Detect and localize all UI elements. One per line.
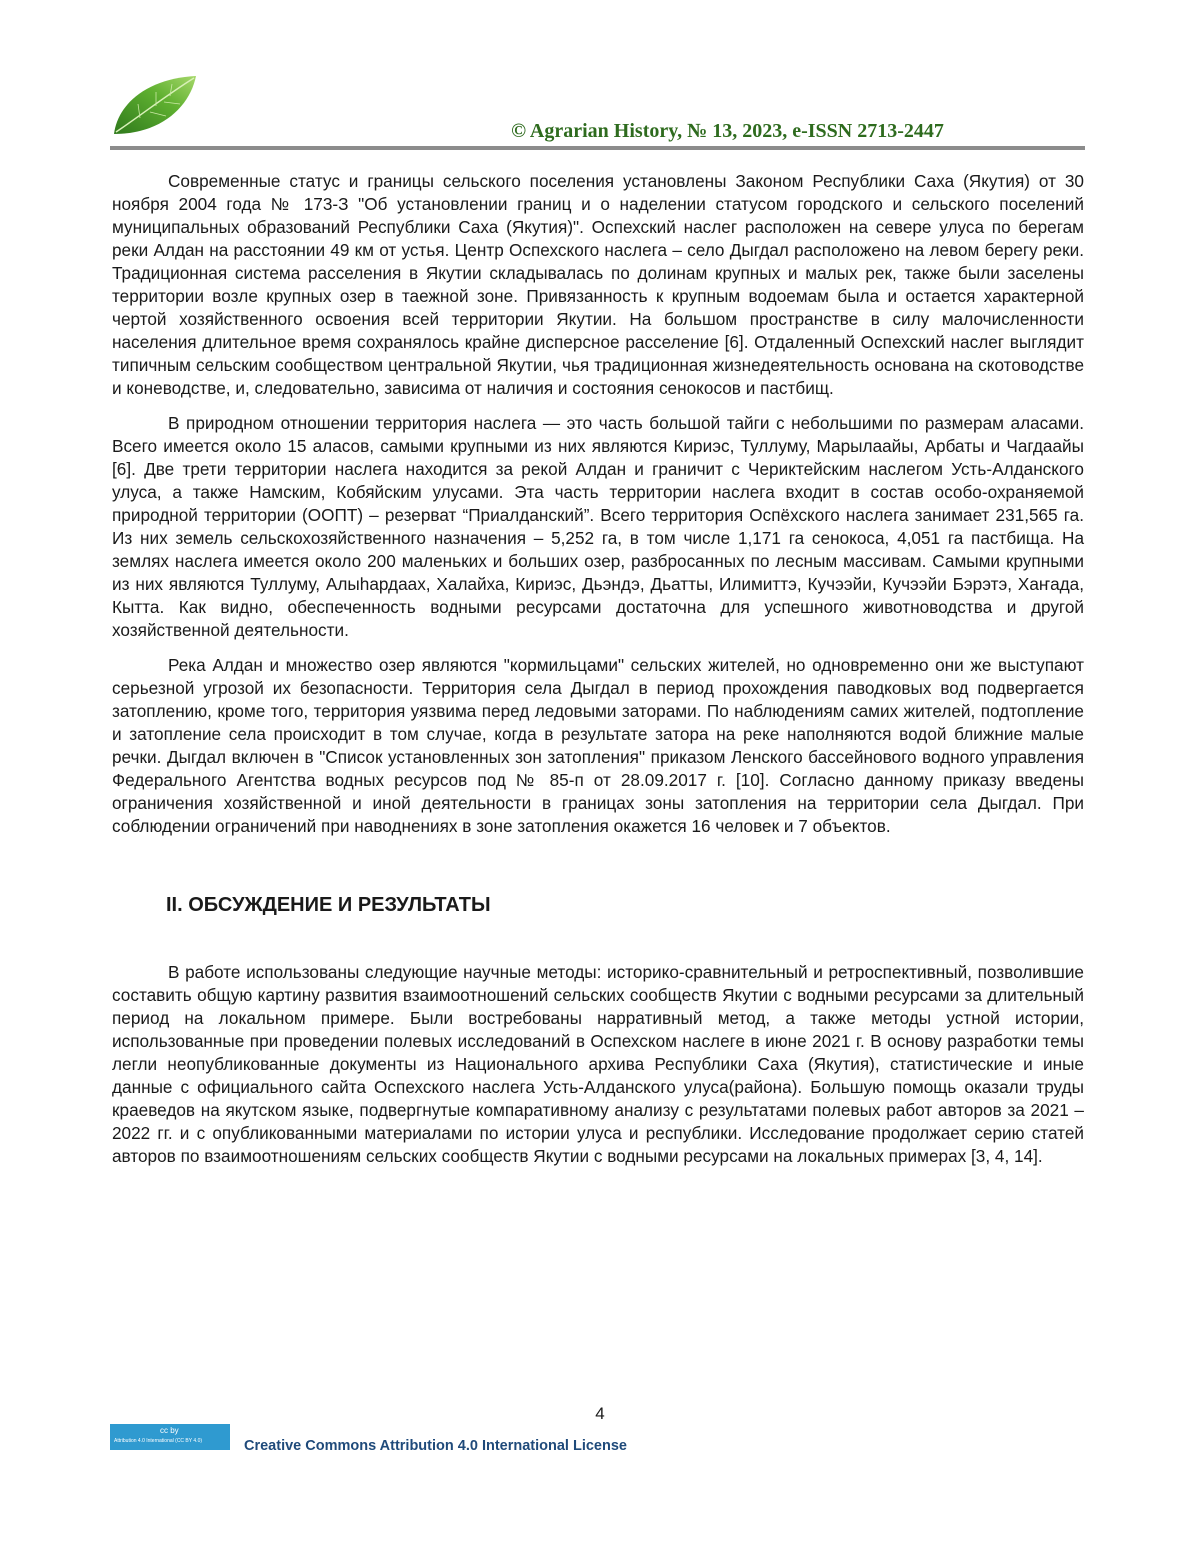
paragraph: В природном отношении территория наслега — это часть большой тайги с небольшими по размерам аласами. Всего имеется около 15 аласов, самыми крупными из них являются Кириэс, Туллуму, Марылаайы, Арбаты и Чагдаайы [6]. Две трети территории наслега находится за рекой Алдан и граничит с Чериктейским наслегом Усть-Алданского улуса, а также Намским, Кобяйским улусами. Эта часть территории наслега входит в состав особо-охраняемой природной территории (ООПТ) – резерват “Приалданский”. Всего территория Оспёхского наслега занимает 231,565 га. Из них земель сельскохозяйственного назначения – 5,252 га, в том числе 1,171 га сенокоса, 4,051 га пастбища. На землях наслега имеется около 200 маленьких и больших озер, разбросанных по лесным массивам. Самыми крупными из них являются Туллуму, Алыһардаах, Халайха, Кириэс, Дьэндэ, Дьатты, Илимиттэ, Кучээйи, Кучээйи Бэрэтэ, Хаҥада, Кытта. Как видно, обеспеченность водными ресурсами достаточна для успешного животноводства и другой хозяйственной деятельности.	[112, 413, 1084, 640]
paragraph: Река Алдан и множество озер являются "кормильцами" сельских жителей, но одновременно они же выступают серьезной угрозой их безопасности. Территория села Дыгдал в период прохождения паводковых вод подвергается затоплению, кроме того, территория уязвима перед ледовыми заторами. По наблюдениям самих жителей, подтопление и затопление села происходит в том случае, когда в результате затора на реке наполняются водой ближние малые речки. Дыгдал включен в "Список установленных зон затопления" приказом Ленского бассейнового водного управления Федерального Агентства водных ресурсов под № 85-п от 28.09.2017 г. [10]. Согласно данному приказу введены ограничения хозяйственной и иной деятельности в границах зоны затопления на территории села Дыгдал. При соблюдении ограничений при наводнениях в зоне затопления окажется 16 человек и 7 объектов.	[112, 655, 1084, 836]
page-header	[110, 72, 1085, 154]
paragraph: В работе использованы следующие научные методы: историко-сравнительный и ретроспективный, позволившие составить общую картину развития взаимоотношений сельских сообществ Якутии с водными ресурсами за длительный период на локальном примере. Были востребованы нарративный метод, а также методы устной истории, использованные при проведении полевых исследований в Оспехском наслеге в июне 2021 г. В основу разработки темы легли неопубликованные документы из Национального архива Республики Саха (Якутия), статистические и иные данные с официального сайта Оспехского наслега Усть-Алданского улуса(района). Большую помощь оказали труды краеведов на якутском языке, подвергнутые компаративному анализу с результатами полевых работ авторов за 2021 – 2022 гг. и с опубликованными материалами по истории улуса и республики. Исследование продолжает серию статей авторов по взаимоотношениям сельских сообществ Якутии с водными ресурсами на локальных примерах [3, 4, 14].	[112, 962, 1084, 1166]
cc-license-badge[interactable]	[110, 1424, 230, 1450]
cc-by-icon: cc by	[160, 1426, 179, 1435]
section-heading: II. ОБСУЖДЕНИЕ И РЕЗУЛЬТАТЫ	[166, 894, 491, 916]
journal-citation: © Agrarian History, № 13, 2023, e-ISSN 2713-2447	[511, 120, 944, 142]
header-divider	[110, 146, 1085, 150]
leaf-icon	[110, 72, 200, 142]
license-link[interactable]: Creative Commons Attribution 4.0 International License	[244, 1438, 627, 1454]
badge-caption: Attribution 4.0 International (CC BY 4.0)	[114, 1438, 203, 1444]
paragraph: Современные статус и границы сельского поселения установлены Законом Республики Саха (Якутия) от 30 ноября 2004 года № 173-З "Об установлении границ и о наделении статусом городского и сельского поселений муниципальных образований Республики Саха (Якутия)". Оспехский наслег расположен на севере улуса по берегам реки Алдан на расстоянии 49 км от устья. Центр Оспехского наслега – село Дыгдал расположено на левом берегу реки. Традиционная система расселения в Якутии складывалась по долинам крупных и малых рек, также были заселены территории возле крупных озер в таежной зоне. Привязанность к крупным водоемам была и остается характерной чертой хозяйственного освоения всей территории Якутии. На большом пространстве в силу малочисленности населения длительное время сохранялось крайне дисперсное расселение [6]. Отдаленный Оспехский наслег выглядит типичным сельским сообществом центральной Якутии, чья традиционная жизнедеятельность основана на скотоводстве и коневодстве, и, следовательно, зависима от наличия и состояния сенокосов и пастбищ.	[112, 171, 1084, 398]
article-body	[112, 170, 1084, 1180]
page-footer	[110, 1424, 810, 1458]
page-number: 4	[595, 1404, 605, 1423]
